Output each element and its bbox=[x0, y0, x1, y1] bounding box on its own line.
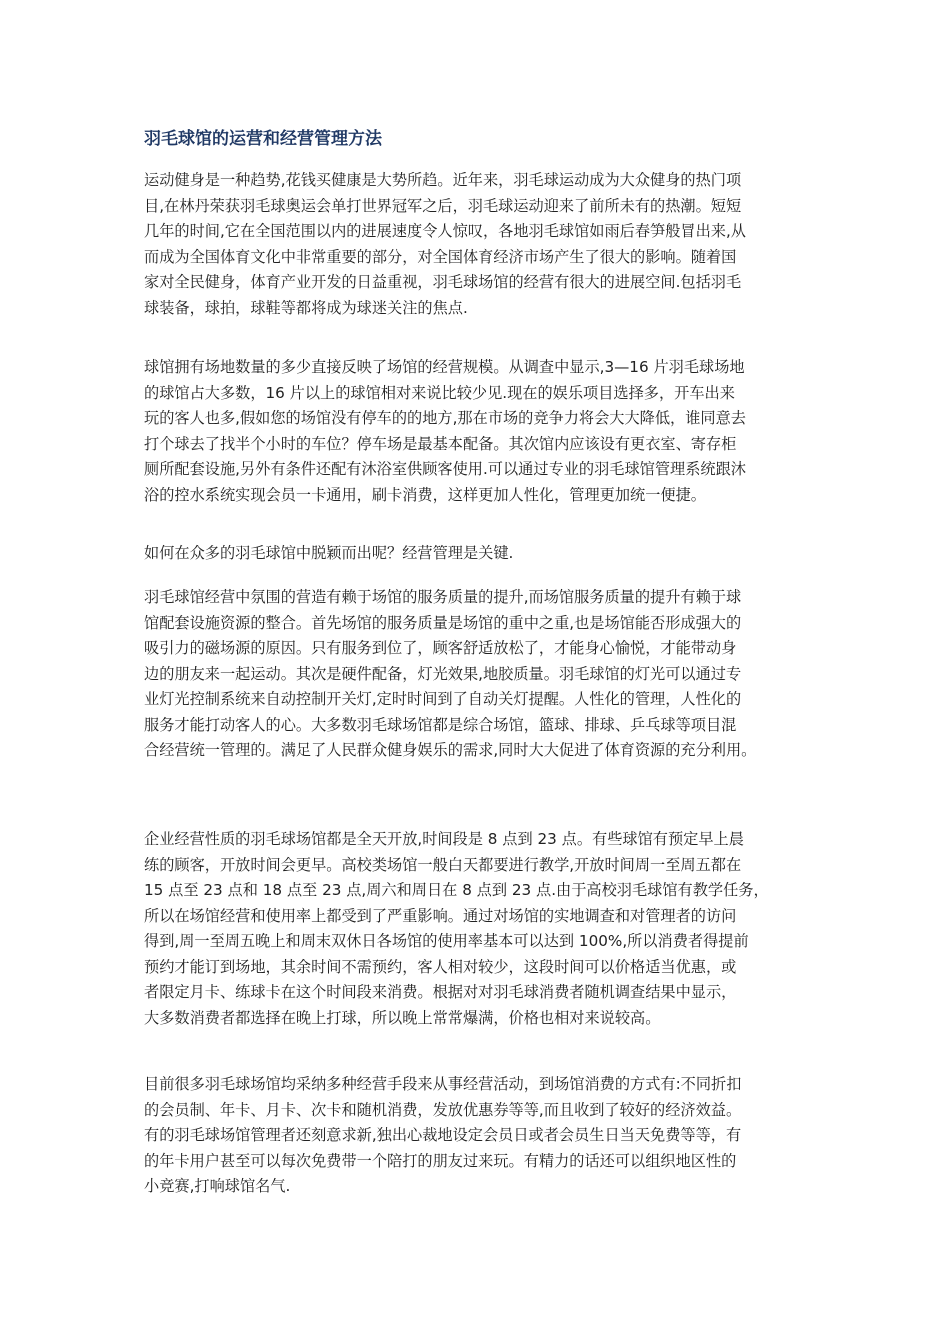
paragraph-line: 者限定月卡、练球卡在这个时间段来消费。根据对对羽毛球消费者随机调查结果中显示， bbox=[144, 983, 737, 1001]
paragraph-line: 大多数消费者都选择在晚上打球，所以晚上常常爆满，价格也相对来说较高。 bbox=[144, 1008, 661, 1027]
paragraph-line: 15 点至 23 点和 18 点至 23 点,周六和周日在 8 点到 23 点.由于高校羽毛球馆有教学任务， bbox=[144, 881, 769, 899]
paragraph-line: 球馆拥有场地数量的多少直接反映了场馆的经营规模。从调查中显示,3—16 片羽毛球场地 bbox=[144, 358, 745, 376]
paragraph-line: 目前很多羽毛球场馆均采纳多种经营手段来从事经营活动，到场馆消费的方式有:不同折扣 bbox=[144, 1075, 742, 1093]
paragraph-line: 得到,周一至周五晚上和周末双休日各场馆的使用率基本可以达到 100%,所以消费者得提前 bbox=[144, 932, 749, 950]
paragraph-line: 的会员制、年卡、月卡、次卡和随机消费，发放优惠券等等,而且收到了较好的经济效益。 bbox=[144, 1100, 742, 1119]
paragraph-business-methods bbox=[144, 1072, 824, 1200]
paragraph-line: 家对全民健身，体育产业开发的日益重视，羽毛球场馆的经营有很大的进展空间.包括羽毛 bbox=[144, 273, 742, 291]
paragraph-line: 业灯光控制系统来自动控制开关灯,定时时间到了自动关灯提醒。人性化的管理，人性化的 bbox=[144, 690, 742, 708]
paragraph-fitness-trend bbox=[144, 168, 824, 321]
paragraph-line: 玩的客人也多,假如您的场馆没有停车的的地方,那在市场的竞争力将会大大降低，谁同意去 bbox=[144, 409, 746, 427]
paragraph-opening-hours bbox=[144, 827, 824, 1031]
paragraph-line: 而成为全国体育文化中非常重要的部分，对全国体育经济市场产生了很大的影响。随着国 bbox=[144, 247, 737, 266]
paragraph-line: 如何在众多的羽毛球馆中脱颖而出呢？经营管理是关键. bbox=[144, 544, 514, 562]
paragraph-key-question bbox=[144, 541, 824, 567]
paragraph-line: 有的羽毛球场馆管理者还刻意求新,独出心裁地设定会员日或者会员生日当天免费等等，有 bbox=[144, 1126, 742, 1144]
paragraph-line: 边的朋友来一起运动。其次是硬件配备，灯光效果,地胶质量。羽毛球馆的灯光可以通过专 bbox=[144, 664, 742, 683]
paragraph-line: 合经营统一管理的。满足了人民群众健身娱乐的需求,同时大大促进了体育资源的充分利用。 bbox=[144, 741, 757, 759]
paragraph-line: 厕所配套设施,另外有条件还配有沐浴室供顾客使用.可以通过专业的羽毛球馆管理系统跟沐 bbox=[144, 460, 746, 478]
paragraph-line: 小竞赛,打响球馆名气. bbox=[144, 1177, 291, 1195]
paragraph-line: 服务才能打动客人的心。大多数羽毛球场馆都是综合场馆，篮球、排球、乒乓球等项目混 bbox=[144, 715, 737, 734]
paragraph-line: 馆配套设施资源的整合。首先场馆的服务质量是场馆的重中之重,也是场馆能否形成强大的 bbox=[144, 613, 742, 632]
paragraph-line: 球装备，球拍，球鞋等都将成为球迷关注的焦点. bbox=[144, 298, 468, 317]
paragraph-line: 羽毛球馆经营中氛围的营造有赖于场馆的服务质量的提升,而场馆服务质量的提升有赖于球 bbox=[144, 588, 742, 606]
paragraph-line: 预约才能订到场地，其余时间不需预约，客人相对较少，这段时间可以价格适当优惠，或 bbox=[144, 957, 737, 976]
paragraph-line: 目,在林丹荣获羽毛球奥运会单打世界冠军之后，羽毛球运动迎来了前所未有的热潮。短短 bbox=[144, 196, 742, 215]
paragraph-line: 运动健身是一种趋势,花钱买健康是大势所趋。近年来，羽毛球运动成为大众健身的热门项 bbox=[144, 171, 742, 189]
paragraph-line: 浴的控水系统实现会员一卡通用，刷卡消费，这样更加人性化，管理更加统一便捷。 bbox=[144, 485, 706, 504]
paragraph-line: 打个球去了找半个小时的车位？停车场是最基本配备。其次馆内应该设有更衣室、寄存柜 bbox=[144, 434, 737, 453]
paragraph-line: 的球馆占大多数，16 片以上的球馆相对来说比较少见.现在的娱乐项目选择多，开车出来 bbox=[144, 383, 735, 402]
paragraph-line: 几年的时间,它在全国范围以内的进展速度令人惊叹，各地羽毛球馆如雨后春笋般冒出来,从 bbox=[144, 222, 746, 240]
paragraph-service-quality bbox=[144, 585, 824, 764]
paragraph-line: 练的顾客，开放时间会更早。高校类场馆一般白天都要进行教学,开放时间周一至周五都在 bbox=[144, 855, 742, 874]
paragraph-line: 企业经营性质的羽毛球场馆都是全天开放,时间段是 8 点到 23 点。有些球馆有预定早上晨 bbox=[144, 830, 744, 848]
paragraph-line: 所以在场馆经营和使用率上都受到了严重影响。通过对场馆的实地调查和对管理者的访问 bbox=[144, 906, 737, 925]
document-title: 羽毛球馆的运营和经营管理方法 bbox=[144, 129, 382, 149]
paragraph-court-scale bbox=[144, 355, 824, 508]
paragraph-line: 吸引力的磁场源的原因。只有服务到位了，顾客舒适放松了，才能身心愉悦，才能带动身 bbox=[144, 639, 737, 657]
paragraph-line: 的年卡用户甚至可以每次免费带一个陪打的朋友过来玩。有精力的话还可以组织地区性的 bbox=[144, 1151, 737, 1170]
